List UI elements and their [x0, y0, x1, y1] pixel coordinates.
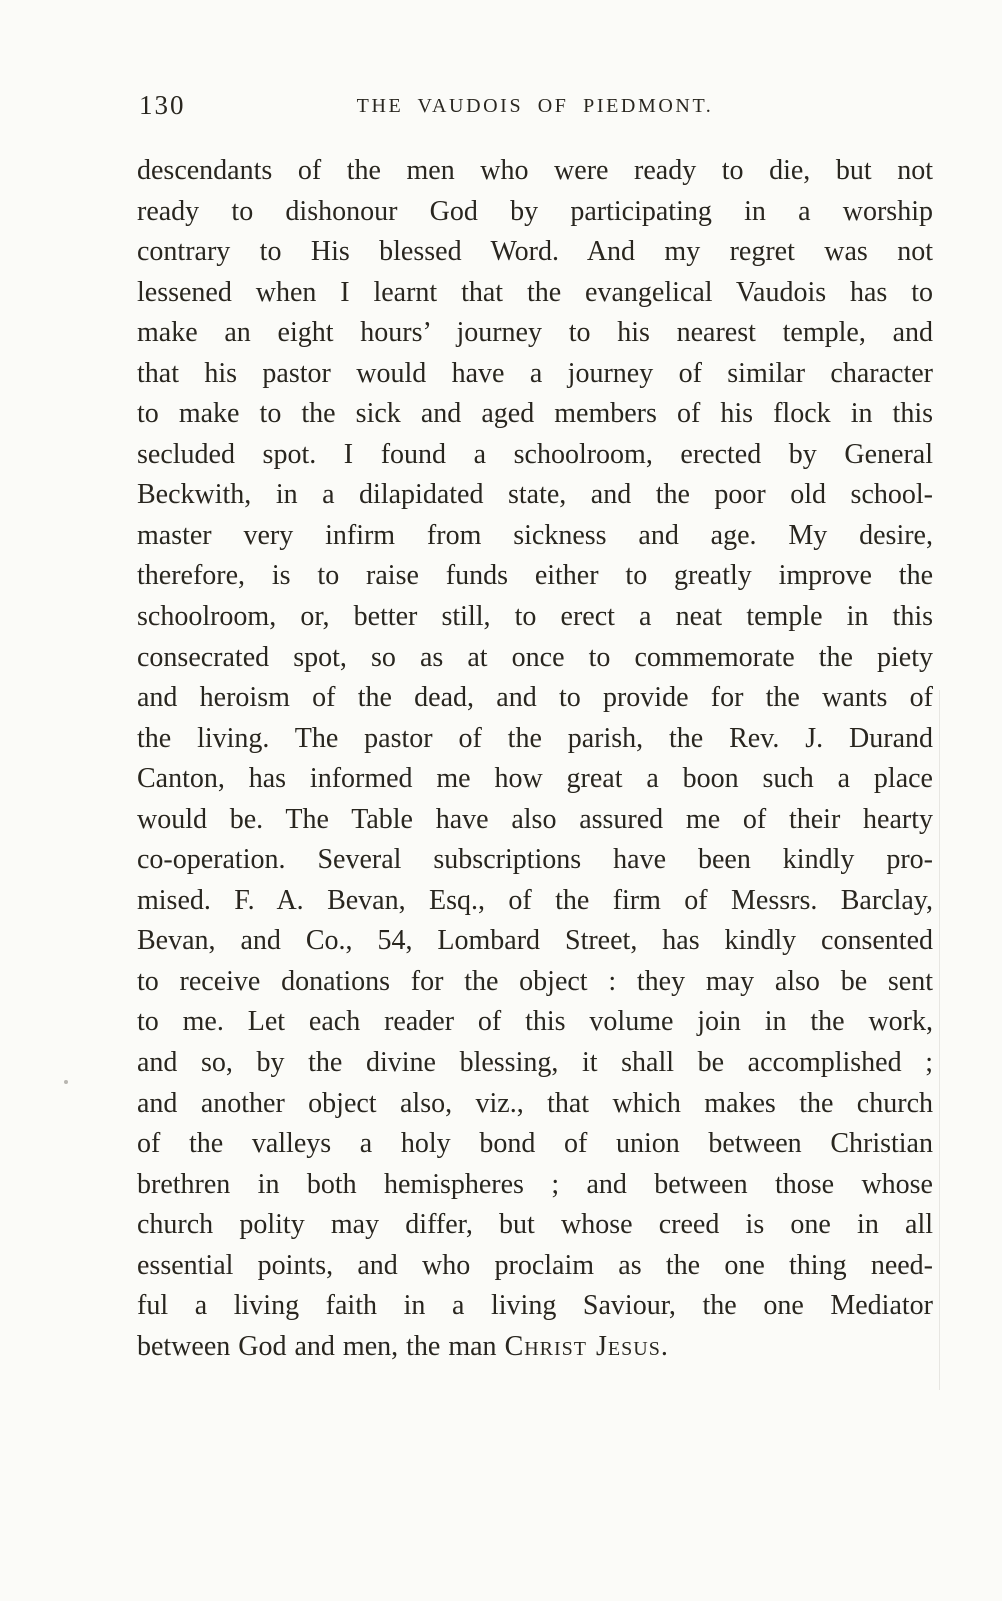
text-line: therefore, is to raise funds either to greatly improve the [137, 560, 933, 592]
page-number: 130 [139, 90, 186, 120]
running-header-title: THE VAUDOIS OF PIEDMONT. [356, 95, 714, 117]
text-line: and so, by the divine blessing, it shall be accomplished ; [137, 1047, 933, 1079]
running-head [137, 90, 933, 124]
text-line: co-operation. Several subscriptions have been kindly pro- [137, 844, 933, 876]
text-line: make an eight hours’ journey to his nearest temple, and [137, 317, 933, 349]
text-line: descendants of the men who were ready to die, but not [137, 155, 933, 186]
text-line: consecrated spot, so as at once to commemorate the piety [137, 641, 933, 673]
text-line: master very infirm from sickness and age. My desire, [137, 519, 933, 551]
text-line: that his pastor would have a journey of similar character [137, 357, 933, 389]
text-line: and heroism of the dead, and to provide for the wants of [137, 682, 933, 714]
text-line: the living. The pastor of the parish, the Rev. J. Durand [137, 722, 933, 754]
text-line: schoolroom, or, better still, to erect a neat temple in this [137, 601, 933, 633]
final-line-smallcaps: Christ Jesus [504, 1330, 661, 1362]
text-line: to make to the sick and aged members of his flock in this [137, 398, 933, 430]
text-line: Canton, has informed me how great a boon such a place [137, 763, 933, 795]
text-line: lessened when I learnt that the evangelical Vaudois has to [137, 276, 933, 308]
scan-edge-line [939, 690, 940, 1390]
text-line: contrary to His blessed Word. And my regret was not [137, 236, 933, 268]
text-line: church polity may differ, but whose creed is one in all [137, 1209, 933, 1241]
scan-speck [64, 1080, 68, 1084]
text-line: secluded spot. I found a schoolroom, erected by General [137, 438, 933, 470]
body-text [137, 151, 933, 1367]
text-line: essential points, and who proclaim as the one thing need- [137, 1249, 933, 1281]
final-line-suffix: . [660, 1330, 668, 1362]
text-line: to me. Let each reader of this volume join in the work, [137, 1006, 933, 1038]
text-line: of the valleys a holy bond of union between Christian [137, 1128, 933, 1160]
text-line: Bevan, and Co., 54, Lombard Street, has kindly consented [137, 925, 933, 957]
final-line-prefix: between God and men, the man [137, 1330, 505, 1362]
text-line: and another object also, viz., that which makes the church [137, 1087, 933, 1119]
text-line: ful a living faith in a living Saviour, the one Mediator [137, 1290, 933, 1322]
text-line: brethren in both hemispheres ; and between those whose [137, 1168, 933, 1200]
text-line: mised. F. A. Bevan, Esq., of the firm of Messrs. Barclay, [137, 884, 933, 916]
text-line: Beckwith, in a dilapidated state, and the poor old school- [137, 479, 933, 511]
text-line: would be. The Table have also assured me of their hearty [137, 803, 933, 835]
text-line: to receive donations for the object : they may also be sent [137, 965, 933, 997]
text-line: ready to dishonour God by participating in a worship [137, 195, 933, 227]
text-line-final [137, 1327, 933, 1368]
